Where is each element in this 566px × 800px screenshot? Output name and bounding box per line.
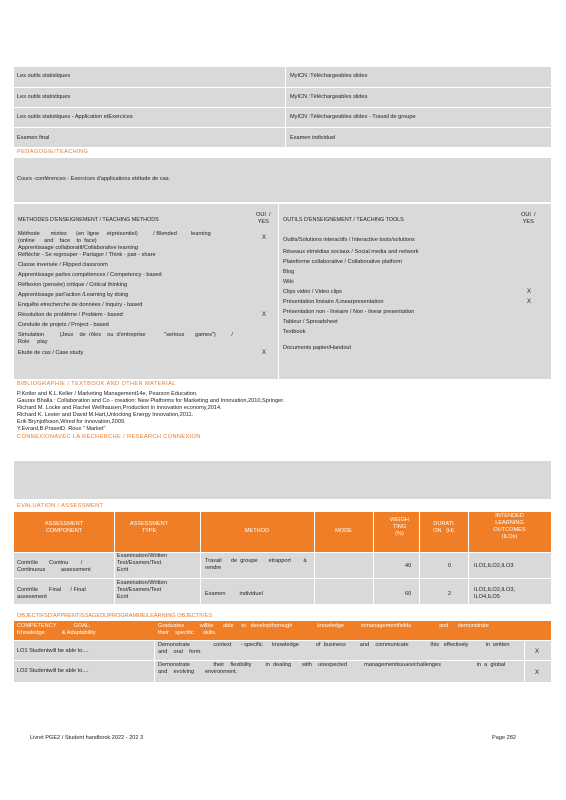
bibliography-entry: P.Kotler and K.L.Keller / Marketing Management14e, Pearson Education. [17,391,198,397]
methods-oui-yes: OUI / YES [256,212,271,225]
tools-header: OUTILS D'ENSEIGNEMENT / TEACHING TOOLS [283,217,404,223]
method-label: Classe inversée / Flipped classroom [18,262,108,268]
method-mark: X [262,312,267,318]
bibliography-entry: Richard M. Locke and Rachel Wellhausen,Production in innovation economy,2014. [17,405,222,411]
method-label: Apprentissage parles compétences / Competency - based [18,272,162,278]
eval-header-component: ASSESSMENT COMPONENT [44,521,84,534]
bibliography-list [17,391,284,433]
bibliography-heading: BIBLIOGRAPHIE / TEXTBOOK AND OTHER MATERIAL [17,381,176,387]
objectives-heading: OBJECTIFSD'APPRENTISSAGEDUPROGRAMME/LEARNING OBJECTIVES [17,613,213,619]
pedagogie-summary: Cours -conférences - Exercices d'applications etétude de cas. [17,176,171,182]
bibliography-entry: Y.Evrard,B.PrasetD. Roux " Market" [17,426,106,432]
eval-r2-weighting: 60 [405,591,412,597]
evaluation-heading: EVALUATION / ASSESSMENT [17,503,104,509]
method-label: Apprentissage collaboratif/Collaborative learning [18,245,139,251]
tool-label: Wiki [283,279,294,285]
method-label: Apprentissage parl'action /Learning by doing [18,292,129,298]
tool-mark: X [527,289,532,295]
method-label: Méthode mixtes (en ligne etprésentiel) / Blended learning (online and face to face) [18,231,211,244]
eval-header-method: METHOD [244,528,270,534]
eval-header-duration: DURATI ON (H) [433,521,454,534]
eval-r2-type: Examination/Written Test/Examen/Test Ecrit [117,580,167,600]
tool-label: Textbook [283,329,306,335]
lo-1-text: Demonstrate context - specific knowledge of business and communicate this effectively in written and oral form. [158,642,510,655]
lo-2-text: Demonstrate their flexibility in dealing with unexpected managementissues/challenges in a global and evolving environment. [158,662,506,675]
tool-mark: X [527,299,532,305]
tool-label: Réseaux etmédias sociaux / Social media and network [283,249,419,255]
method-label: Résolution de problème / Problem - based [18,312,123,318]
eval-header-ilos: INTENDED LEARNING OUTCOMES (ILOs) [493,513,526,540]
pedagogie-heading: PEDAGOGIE/TEACHING [17,149,89,155]
eval-r1-type: Examination/Written Test/Examen/Test Ecrit [117,553,167,573]
method-label: Simulation (Jeux de rôles ou d'entreprise "serious games") / Role play [18,332,233,345]
method-label: Etude de cas / Case study [18,350,84,356]
eval-r1-weighting: 40 [405,563,412,569]
eval-r1-method: Travail de groupe etrapport à rendre [205,558,307,571]
bibliography-entry: Erik Brynjolfsson,Wired for innovation,2009. [17,419,126,425]
tool-label: Plateforme collaborative / Collaborative platform [283,259,403,265]
research-connexion-heading: CONNEXIONAVEC LA RECHERCHE / RESEARCH CONNEXION [17,434,201,440]
competency-goal-text: Graduates willbe able to developthorough knowledge inmanagementfields and demonstrate their specific skills. [158,623,489,636]
top-row-3-left: Les outils statistiques - Application etExercices [17,114,133,120]
eval-r1-component: Contrôle Continu / Continuous assessment [17,560,91,573]
top-row-1-right: MyICN :Téléchargeables slides [290,73,368,79]
method-label: Réfléchir - Se regrouper - Partager / Think - pair - share [18,252,156,258]
research-connexion-box [14,461,551,499]
method-label: Enquête etrecherche de données / Inquiry - based [18,302,143,308]
eval-header-mode: MODE [335,528,352,534]
eval-r2-component: Contrôle Final / Final assessment [17,587,86,600]
methods-header: METHODES D'ENSEIGNEMENT / TEACHING METHODS [18,217,159,223]
top-row-1-left: Les outils statistiques [17,73,71,79]
top-row-2-left: Les outils statistiques [17,94,71,100]
lo-2-mark: X [535,670,540,676]
tool-label: Clips vidéo / Video clips [283,289,342,295]
method-label: Réflexion (pensée) critique / Critical thinking [18,282,128,288]
method-label: Conduite de projets / Project - based [18,322,109,328]
method-mark: X [262,350,267,356]
tool-label: Blog [283,269,295,275]
top-row-2-right: MyICN :Téléchargeables slides [290,94,368,100]
eval-header-type: ASSESSMENT TYPE [129,521,169,534]
tool-label: Tableur / Spreadsheet [283,319,338,325]
bibliography-entry: Gaurav Bhalla : Collaboration and Co - creation: New Platforms for Marketing and Innovation,2010,Springer. [17,398,285,404]
eval-r2-duration: 2 [448,591,452,597]
footer-left: Livret PGE2 / Student handbook 2022 - 202 3 [30,735,144,741]
methods-list [18,231,276,358]
eval-r2-method: Examen individuel [205,591,263,597]
top-row-3-right: MyICN :Téléchargeables slides - Travail de groupe [290,114,416,120]
eval-header-weighting: WEIGH TING (%) [390,517,409,537]
footer-page: Page 282 [492,735,516,741]
top-row-4-right: Examen individuel [290,135,336,141]
eval-row-2 [14,579,551,604]
lo-2-label: LO2 Studentwill be able to.... [17,668,89,674]
tool-label: Outils/Solutions interactifs / Interactive tools/solutions [283,237,415,243]
bibliography-entry: Richard K. Lester and David M.Hart,Unlocking Energy Innovation,2011. [17,412,194,418]
tool-label: Présentation non - linéaire / Non - linear presentation [283,309,415,315]
eval-r1-duration: 0 [448,563,452,569]
tools-list [283,237,547,355]
lo-1-label: LO1 Studentwill be able to.... [17,648,89,654]
eval-r1-ilos: ILO1,ILO2,ILO3 [474,563,514,569]
tool-label: Présentation linéaire /Linearpresentation [283,299,384,305]
tool-label: Documents papier/Handout [283,345,352,351]
method-mark: X [262,235,267,241]
competency-goal-label: COMPETENCY GOAL: Knowledge & Adaptability [17,623,96,636]
tools-oui-yes: OUI / YES [521,212,536,225]
lo-1-mark: X [535,649,540,655]
top-row-4-left: Examen final [17,135,50,141]
eval-r2-ilos: ILO1,ILO2,ILO3, ILO4,ILO5 [474,587,516,600]
